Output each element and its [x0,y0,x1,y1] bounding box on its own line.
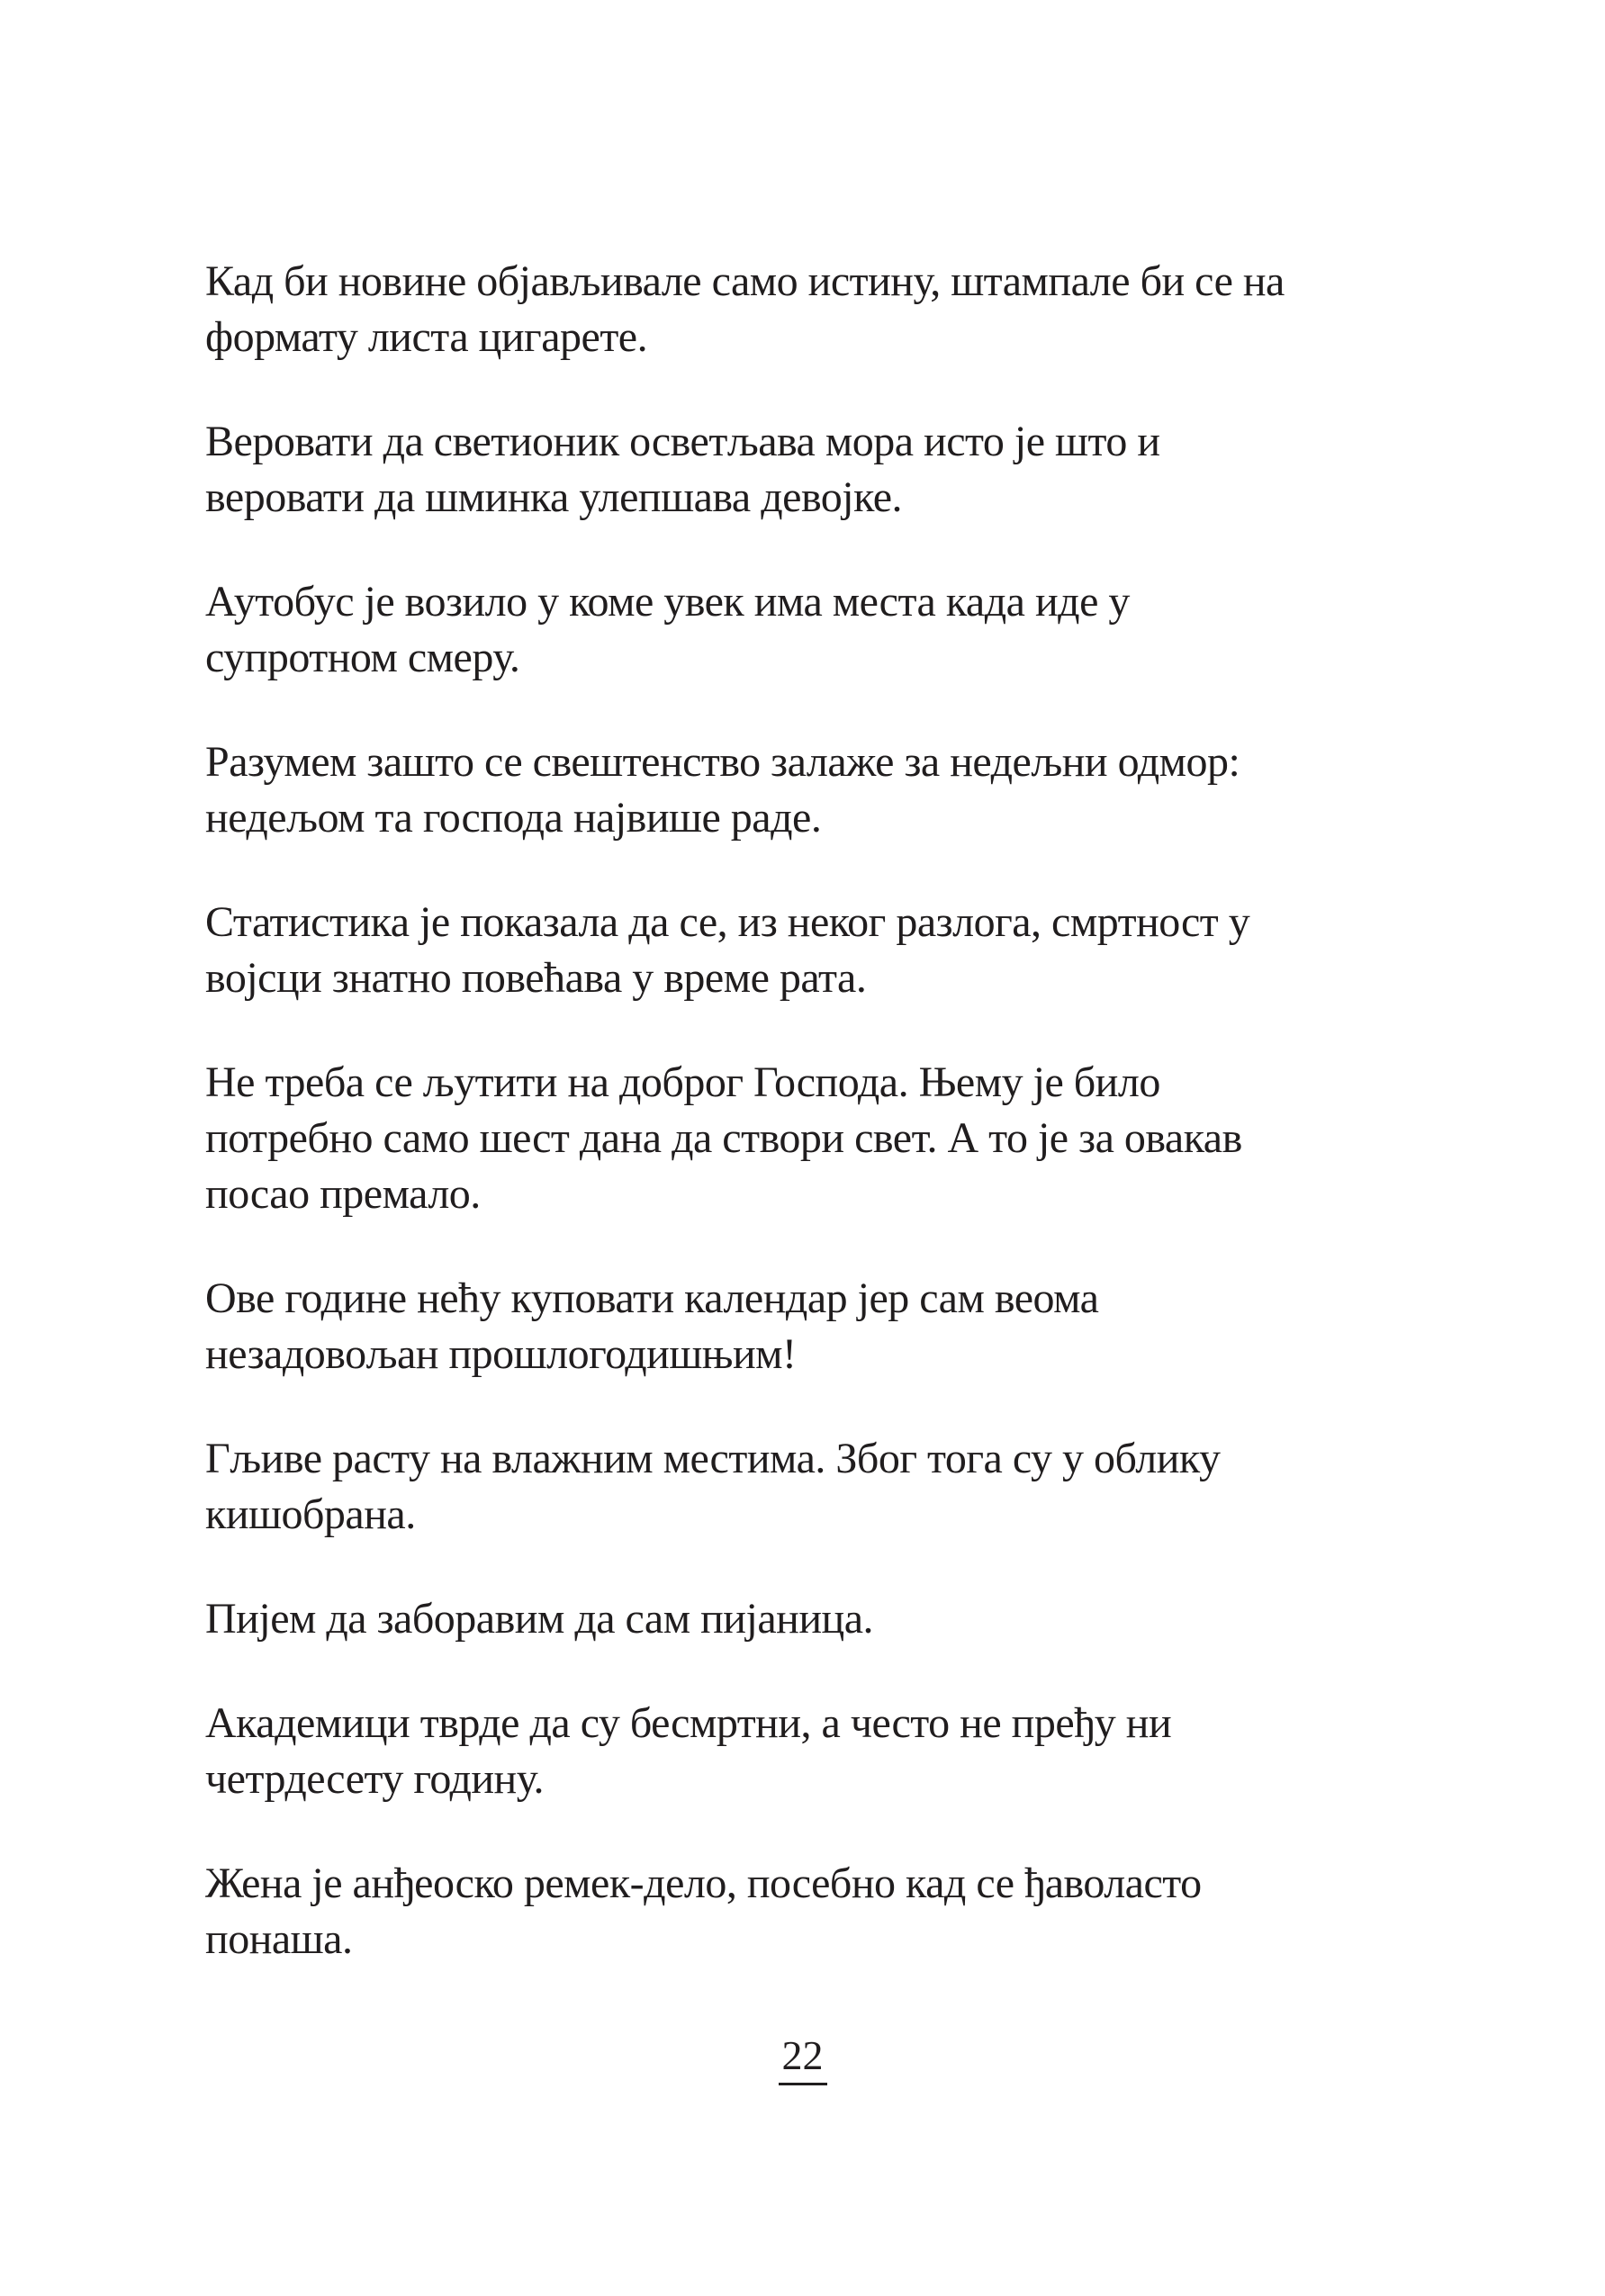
aphorism-paragraph: Статистика је показала да се, из неког разлога, смртност у војсци знатно повећава у време рата. [205,898,1250,1002]
aphorism-paragraph: Разумем зашто се свештенство залаже за недељни одмор: недељом та господа највише раде. [205,738,1240,842]
aphorisms-text-block [205,254,1326,2016]
page-footer [0,2030,1605,2085]
aphorism-paragraph: Академици тврде да су бесмртни, а често не пређу ни четрдесету годину. [205,1699,1172,1803]
aphorism-paragraph: Веровати да светионик осветљава мора исто је што и веровати да шминка улепшава девојке. [205,418,1160,521]
aphorism-paragraph: Жена је анђеоско ремек-дело, посебно кад се ђаволасто понаша. [205,1859,1202,1963]
aphorism-paragraph: Аутобус је возило у коме увек има места када иде у супротном смеру. [205,578,1130,681]
aphorism-paragraph: Ове године нећу куповати календар јер сам веома незадовољан прошлогодишњим! [205,1274,1099,1378]
aphorism-paragraph: Пијем да заборавим да сам пијаница. [205,1595,873,1643]
aphorism-paragraph: Не треба се љутити на доброг Господа. Њему је било потребно само шест дана да створи свет. А то је за овакав посао премало. [205,1058,1242,1218]
aphorism-paragraph: Гљиве расту на влажним местима. Због тога су у облику кишобрана. [205,1435,1221,1538]
aphorism-paragraph: Кад би новине објављивале само истину, штампале би се на формату листа цигарете. [205,257,1285,361]
page-number: 22 [779,2030,827,2085]
